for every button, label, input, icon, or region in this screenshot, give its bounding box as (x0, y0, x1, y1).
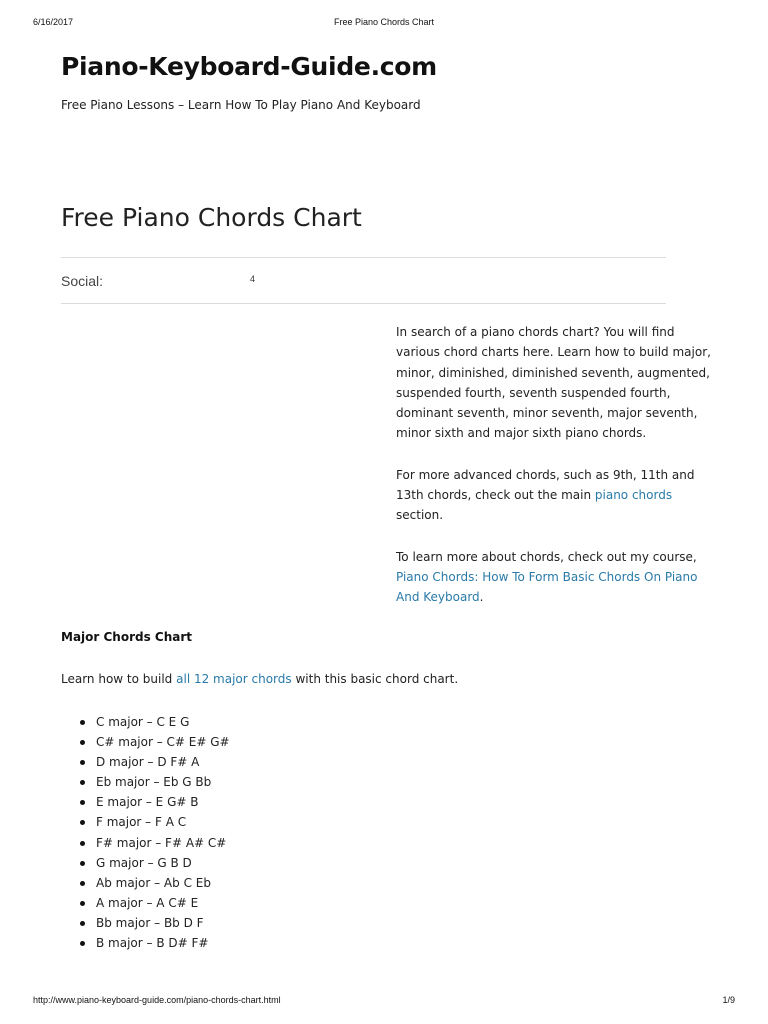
print-footer (33, 995, 735, 1009)
site-title[interactable]: Piano-Keyboard-Guide.com (61, 52, 437, 81)
list-item: B major – B D# F# (96, 933, 230, 953)
page-number: 1/9 (722, 995, 735, 1005)
print-header (33, 17, 735, 31)
print-url: http://www.piano-keyboard-guide.com/piano-chords-chart.html (33, 995, 281, 1005)
major-intro-text-end: with this basic chord chart. (291, 672, 459, 686)
list-item: F# major – F# A# C# (96, 833, 230, 853)
major-intro-text: Learn how to build (61, 672, 177, 686)
list-item: G major – G B D (96, 853, 230, 873)
major-chords-intro (61, 672, 458, 686)
list-item: F major – F A C (96, 812, 230, 832)
advanced-chords-paragraph (396, 465, 716, 526)
advanced-chords-text-end: section. (396, 508, 444, 523)
list-item: Bb major – Bb D F (96, 913, 230, 933)
major-chords-list (61, 712, 230, 953)
list-item: C# major – C# E# G# (96, 732, 230, 752)
print-date: 6/16/2017 (33, 17, 74, 27)
social-divider-top (61, 257, 666, 258)
list-item: A major – A C# E (96, 893, 230, 913)
list-item: Ab major – Ab C Eb (96, 873, 230, 893)
major-chords-link[interactable]: all 12 major chords (176, 672, 292, 686)
intro-paragraph: In search of a piano chords chart? You will find various chord charts here. Learn how to build major, minor, diminished, diminished seventh, augmented, suspended fourth, seventh suspended fourth, dominant seventh, minor seventh, major seventh, minor sixth and major sixth piano chords. (396, 325, 711, 441)
list-item: C major – C E G (96, 712, 230, 732)
list-item: Eb major – Eb G Bb (96, 772, 230, 792)
piano-chords-link[interactable]: piano chords (594, 488, 673, 503)
social-label: Social: (61, 273, 104, 289)
print-document-title: Free Piano Chords Chart (333, 17, 435, 27)
list-item: E major – E G# B (96, 792, 230, 812)
social-divider-bottom (61, 303, 666, 304)
page-title: Free Piano Chords Chart (61, 203, 362, 232)
site-tagline: Free Piano Lessons – Learn How To Play Piano And Keyboard (61, 98, 421, 112)
list-item: D major – D F# A (96, 752, 230, 772)
course-paragraph (396, 547, 716, 608)
intro-text (396, 322, 716, 629)
advanced-chords-text: For more advanced chords, such as 9th, 11th and 13th chords, check out the main (396, 467, 695, 503)
major-chords-heading: Major Chords Chart (61, 630, 193, 644)
course-link[interactable]: Piano Chords: How To Form Basic Chords On Piano And Keyboard (396, 569, 698, 605)
course-text-end: . (479, 590, 484, 605)
course-text: To learn more about chords, check out my course, (396, 549, 697, 564)
social-share-count: 4 (250, 274, 256, 284)
